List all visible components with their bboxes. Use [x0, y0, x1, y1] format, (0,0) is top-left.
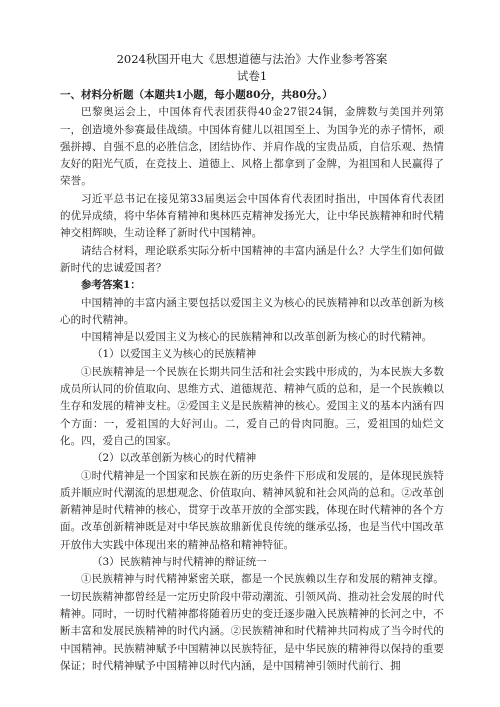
answer-paragraph-3: ①民族精神是一个民族在长期共同生活和社会实践中形成的，为本民族大多数成员所认同的价值取向、思维方式、道德规范、精神气质的总和，是一个民族赖以生存和发展的精神支柱。②爱国主义是民族精神的核心。爱国主义的基本内涵有四个方面：一，爱祖国的大好河山。二，爱自己的骨肉同胞。三，爱祖国的灿烂文化。四，爱自己的国家。 — [60, 365, 444, 447]
answer-paragraph-4: ①时代精神是一个国家和民族在新的历史条件下形成和发展的，是体现民族特质并顺应时代潮流的思想观念、价值取向、精神风貌和社会风尚的总和。②改革创新精神是时代精神的核心，贯穿于改革开放的全部实践，体现在时代精神的各个方面。改革创新精神既是对中华民族故鼎新优良传统的继承弘扬，也是当代中国改革开放伟大实践中体现出来的精神品格和精神特征。 — [60, 469, 444, 551]
question-paragraph: 请结合材料，理论联系实际分析中国精神的丰富内涵是什么？大学生们如何做新时代的忠诚爱国者？ — [60, 244, 444, 274]
material-paragraph-2: 习近平总书记在接见第33届奥运会中国体育代表团时指出，中国体育代表团的优异成绩，将中华体育精神和奥林匹克精神发扬光大，让中华民族精神和时代精神交相辉映，生动诠释了新时代中国精神。 — [60, 192, 444, 240]
subheading-1: （1）以爱国主义为核心的民族精神 — [92, 348, 257, 361]
section-heading: 一、材料分析题（本题共1小题，每小题80分，共80分。） — [60, 89, 333, 101]
material-paragraph-1: 巴黎奥运会上，中国体育代表团获得40金27银24铜，金牌数与美国并列第一，创造境外参赛最佳战绩。中国体育健儿以祖国至上、为国争光的赤子情怀，顽强拼搏、自强不息的必胜信念，团结协作、并肩作战的宝贵品质，自信乐观、热情友好的阳光气质，在竞技上、道德上、风格上都拿到了金牌，为祖国和人民赢得了荣誉。 — [60, 106, 444, 188]
answer-label: 参考答案1： — [81, 279, 141, 292]
subheading-3: （3）民族精神与时代精神的辩证统一 — [92, 556, 267, 569]
subheading-2: （2）以改革创新为核心的时代精神 — [92, 452, 257, 465]
document-title: 2024秋国开电大《思想道德与法治》大作业参考答案 — [116, 52, 388, 66]
document-subtitle: 试卷1 — [236, 69, 268, 83]
answer-paragraph-2: 中国精神是以爱国主义为核心的民族精神和以改革创新为核心的时代精神。 — [81, 331, 433, 344]
answer-paragraph-1: 中国精神的丰富内涵主要包括以爱国主义为核心的民族精神和以改革创新为核心的时代精神。 — [60, 296, 444, 326]
answer-paragraph-5: ①民族精神与时代精神紧密关联，都是一个民族赖以生存和发展的精神支撑。一切民族精神都曾经是一定历史阶段中带动潮流、引领风尚、推动社会发展的时代精神。同时，一切时代精神都将随着历史的变迁逐步融入民族精神的长河之中，不断丰富和发展民族精神的时代内涵。②民族精神和时代精神共同构成了当今时代的中国精神。民族精神赋予中国精神以民族特征，是中华民族的精神得以保持的重要保证；时代精神赋予中国精神以时代内涵，是中国精神引领时代前行、拥 — [60, 573, 444, 672]
